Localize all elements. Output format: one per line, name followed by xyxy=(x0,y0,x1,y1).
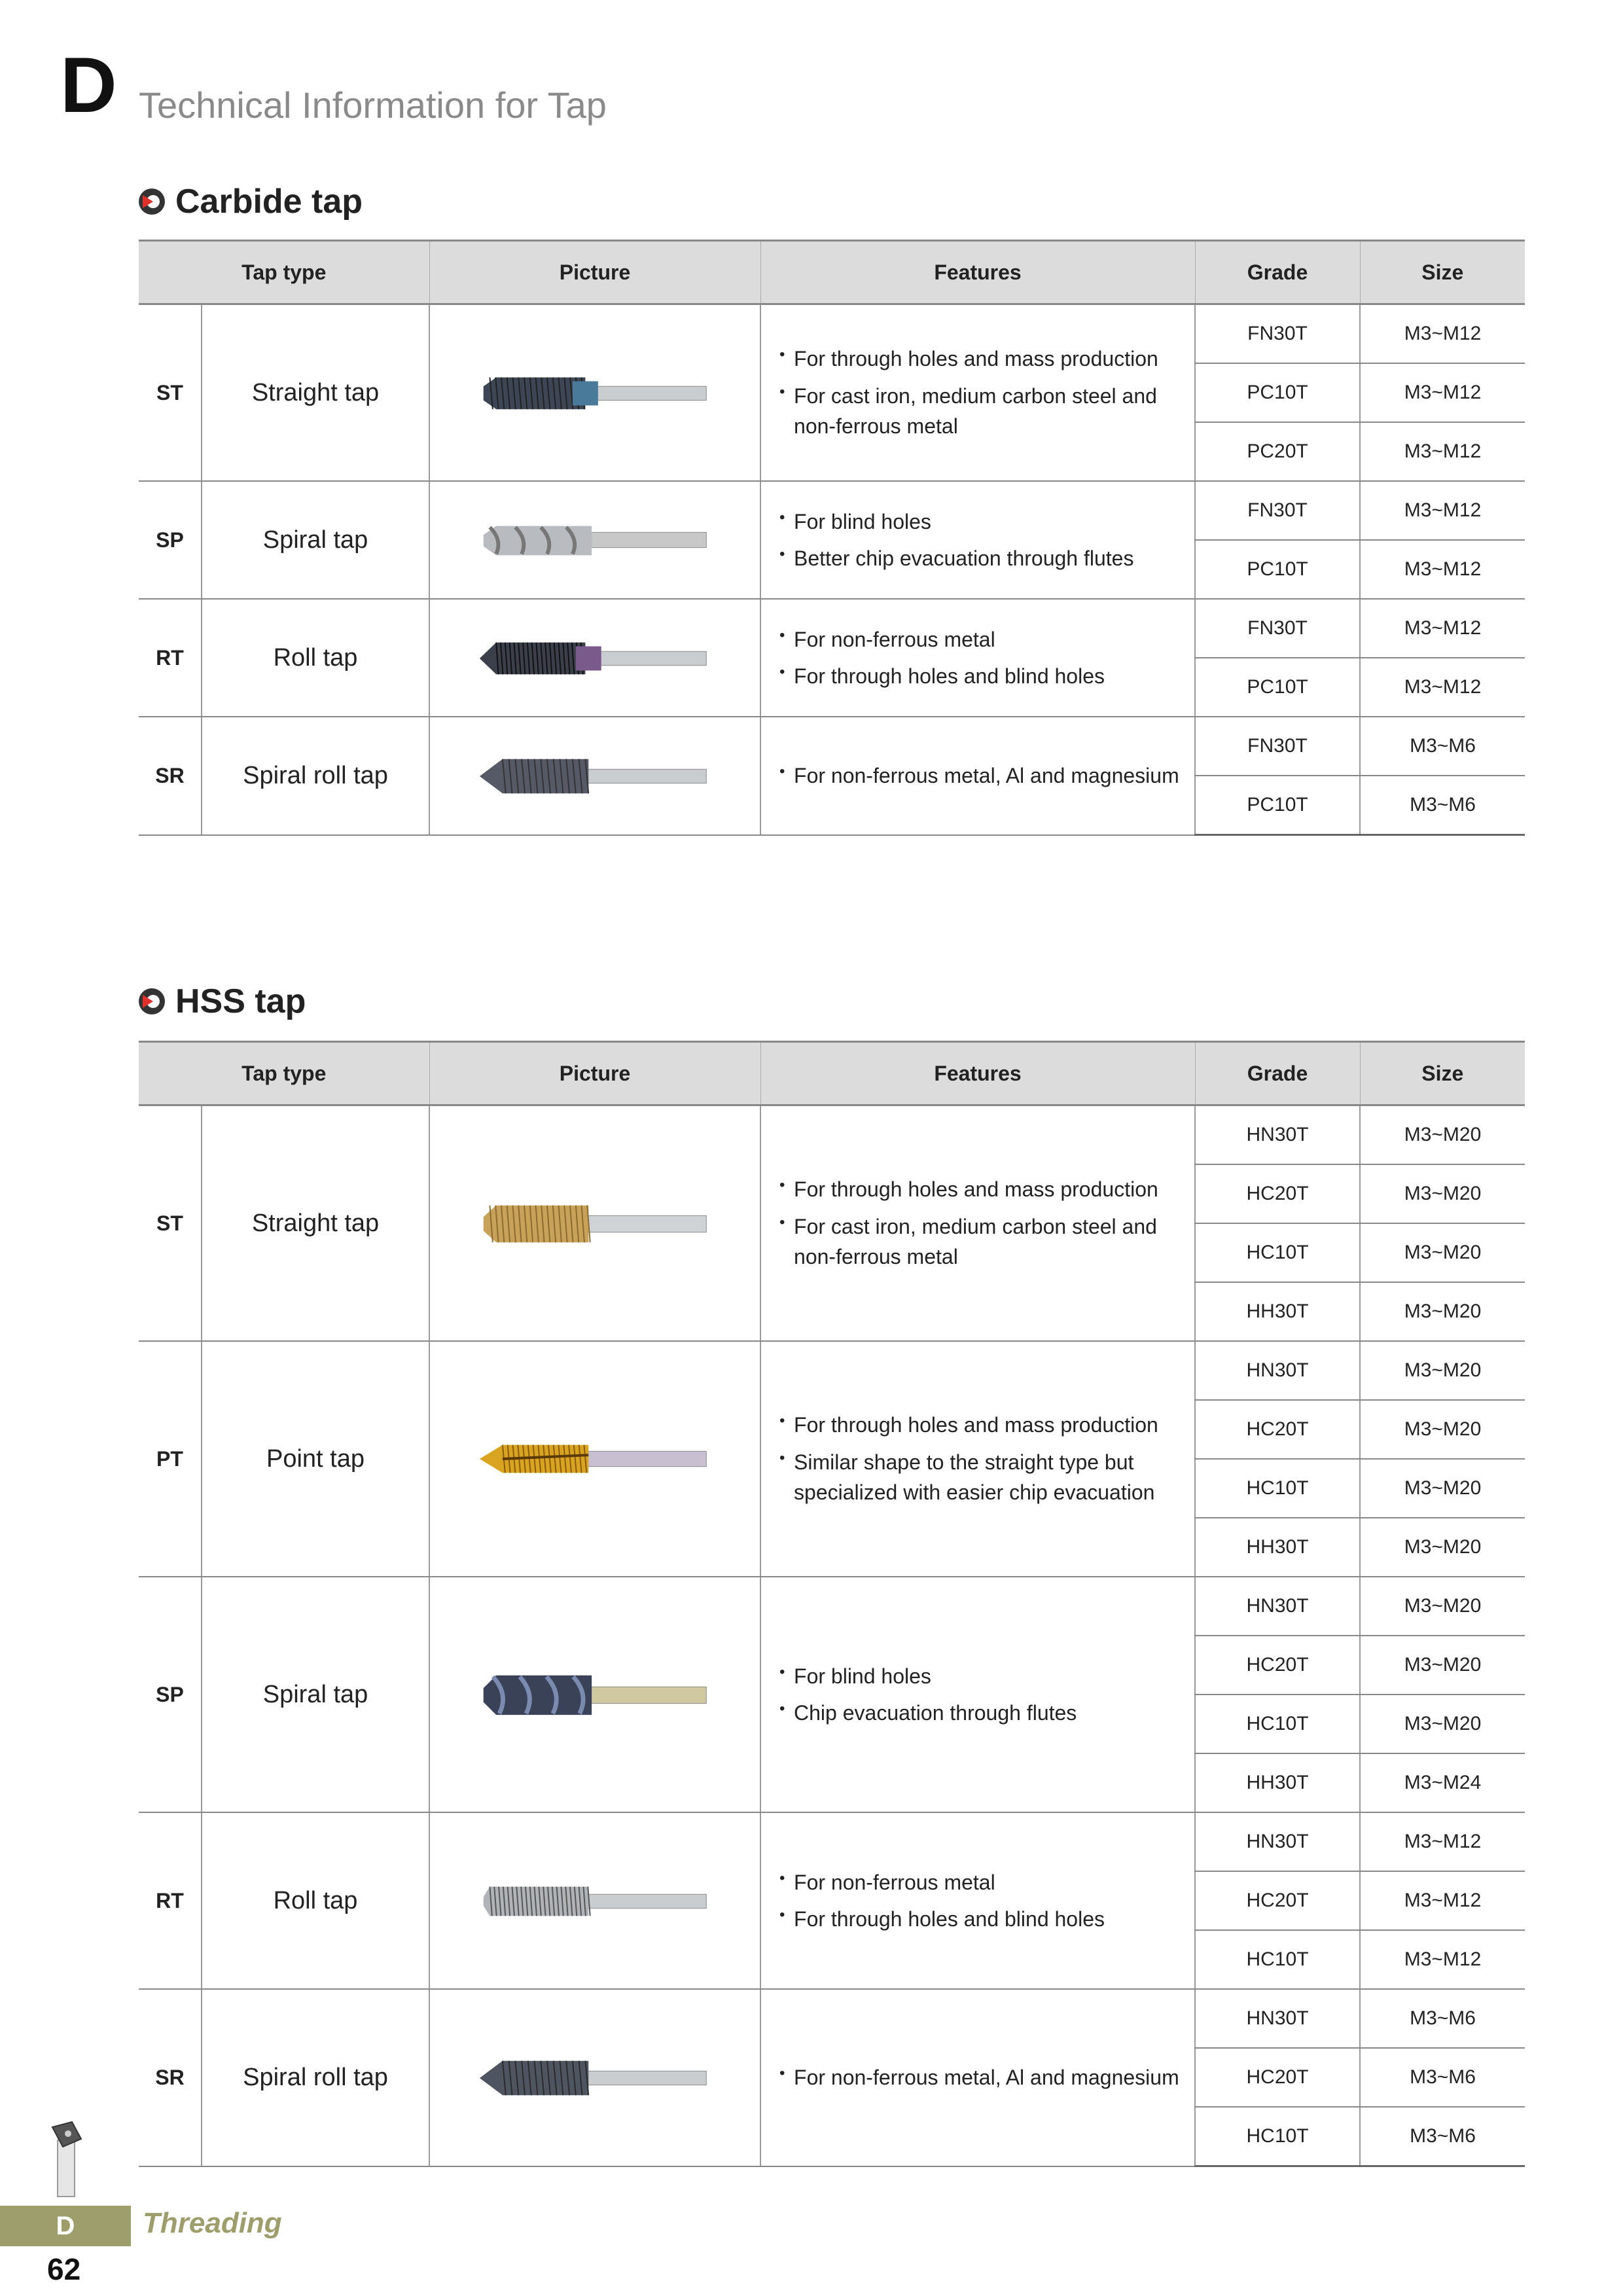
tap-picture xyxy=(429,1341,760,1577)
carbide-section-title: Carbide tap xyxy=(139,182,363,221)
col-header-picture: Picture xyxy=(429,1042,760,1105)
table-header-row xyxy=(139,1042,1525,1105)
feature-item: • For through holes and mass production xyxy=(779,1174,1194,1204)
tap-type-code: ST xyxy=(139,1105,202,1342)
grade-value: HN30T xyxy=(1195,1989,1360,2048)
size-value: M3~M20 xyxy=(1360,1518,1525,1577)
grade-value: PC20T xyxy=(1195,422,1360,481)
tap-type-name: Point tap xyxy=(202,1341,429,1577)
size-value: M3~M12 xyxy=(1360,540,1525,599)
tap-picture xyxy=(429,717,760,835)
feature-item: • For through holes and mass production xyxy=(779,344,1194,374)
tap-type-code: SP xyxy=(139,481,202,599)
tap-type-code: RT xyxy=(139,599,202,717)
grade-value: HC20T xyxy=(1195,1400,1360,1459)
features-cell xyxy=(760,1812,1195,1989)
size-value: M3~M20 xyxy=(1360,1636,1525,1695)
col-header-tap-type: Tap type xyxy=(139,1042,429,1105)
size-value: M3~M24 xyxy=(1360,1753,1525,1812)
size-value: M3~M20 xyxy=(1360,1459,1525,1518)
grade-value: HC20T xyxy=(1195,1871,1360,1930)
table-row xyxy=(139,304,1525,364)
spiral-roll-tap-hss-icon xyxy=(477,2045,713,2110)
table-row xyxy=(139,1989,1525,2048)
features-cell xyxy=(760,1341,1195,1577)
table-row xyxy=(139,1105,1525,1165)
features-cell xyxy=(760,481,1195,599)
grade-value: PC10T xyxy=(1195,540,1360,599)
hss-section-title: HSS tap xyxy=(139,982,306,1021)
size-value: M3~M12 xyxy=(1360,1871,1525,1930)
tap-type-name: Straight tap xyxy=(202,304,429,482)
size-value: M3~M20 xyxy=(1360,1341,1525,1400)
size-value: M3~M20 xyxy=(1360,1223,1525,1282)
tap-type-name: Straight tap xyxy=(202,1105,429,1342)
tap-type-name: Spiral roll tap xyxy=(202,1989,429,2166)
tap-picture xyxy=(429,481,760,599)
arrow-circle-icon xyxy=(139,988,165,1014)
col-header-grade: Grade xyxy=(1195,241,1360,304)
grade-value: HH30T xyxy=(1195,1282,1360,1341)
chapter-tab: D xyxy=(0,2206,131,2246)
tap-picture xyxy=(429,1989,760,2166)
features-cell xyxy=(760,717,1195,835)
arrow-circle-icon xyxy=(139,188,165,215)
feature-item: • For cast iron, medium carbon steel and non-ferrous metal xyxy=(779,381,1194,442)
table-row xyxy=(139,1812,1525,1871)
grade-value: HC10T xyxy=(1195,1695,1360,1753)
tap-picture xyxy=(429,1105,760,1342)
grade-value: HN30T xyxy=(1195,1577,1360,1636)
page-number: 62 xyxy=(47,2252,81,2286)
tap-type-name: Roll tap xyxy=(202,599,429,717)
tap-picture xyxy=(429,1812,760,1989)
grade-value: HC10T xyxy=(1195,2107,1360,2166)
feature-item: • Chip evacuation through flutes xyxy=(779,1698,1194,1728)
feature-item: • For non-ferrous metal, Al and magnesium xyxy=(779,761,1194,791)
size-value: M3~M20 xyxy=(1360,1282,1525,1341)
grade-value: FN30T xyxy=(1195,717,1360,776)
feature-item: • Similar shape to the straight type but specialized with easier chip evacuation xyxy=(779,1447,1194,1508)
col-header-size: Size xyxy=(1360,241,1525,304)
feature-item: • Better chip evacuation through flutes xyxy=(779,543,1194,573)
tap-type-code: SR xyxy=(139,717,202,835)
table-row xyxy=(139,481,1525,540)
grade-value: HN30T xyxy=(1195,1812,1360,1871)
table-row xyxy=(139,599,1525,658)
size-value: M3~M6 xyxy=(1360,1989,1525,2048)
grade-value: FN30T xyxy=(1195,304,1360,364)
col-header-features: Features xyxy=(760,241,1195,304)
grade-value: PC10T xyxy=(1195,363,1360,422)
features-cell xyxy=(760,599,1195,717)
roll-tap-hss-icon xyxy=(477,1868,713,1933)
tap-picture xyxy=(429,1577,760,1812)
grade-value: HC20T xyxy=(1195,2048,1360,2107)
size-value: M3~M6 xyxy=(1360,776,1525,835)
grade-value: HC10T xyxy=(1195,1223,1360,1282)
spiral-tap-hss-icon xyxy=(477,1662,713,1727)
chapter-letter: D xyxy=(60,41,117,129)
roll-tap-carbide-icon xyxy=(477,625,713,691)
features-cell xyxy=(760,1577,1195,1812)
size-value: M3~M6 xyxy=(1360,2048,1525,2107)
spiral-tap-carbide-icon xyxy=(477,507,713,573)
col-header-grade: Grade xyxy=(1195,1042,1360,1105)
grade-value: HC10T xyxy=(1195,1459,1360,1518)
size-value: M3~M12 xyxy=(1360,481,1525,540)
grade-value: HH30T xyxy=(1195,1518,1360,1577)
col-header-features: Features xyxy=(760,1042,1195,1105)
feature-item: • For blind holes xyxy=(779,507,1194,537)
size-value: M3~M6 xyxy=(1360,2107,1525,2166)
tap-picture xyxy=(429,599,760,717)
tap-picture xyxy=(429,304,760,482)
feature-item: • For through holes and mass production xyxy=(779,1410,1194,1440)
feature-item: • For non-ferrous metal xyxy=(779,624,1194,655)
size-value: M3~M6 xyxy=(1360,717,1525,776)
point-tap-hss-icon xyxy=(477,1426,713,1492)
chapter-name: Threading xyxy=(143,2207,282,2239)
size-value: M3~M12 xyxy=(1360,1812,1525,1871)
tap-type-code: PT xyxy=(139,1341,202,1577)
grade-value: PC10T xyxy=(1195,776,1360,835)
table-header-row xyxy=(139,241,1525,304)
grade-value: HC20T xyxy=(1195,1636,1360,1695)
size-value: M3~M12 xyxy=(1360,1930,1525,1989)
grade-value: PC10T xyxy=(1195,658,1360,717)
col-header-size: Size xyxy=(1360,1042,1525,1105)
size-value: M3~M20 xyxy=(1360,1164,1525,1223)
tap-type-name: Spiral roll tap xyxy=(202,717,429,835)
tap-type-code: SP xyxy=(139,1577,202,1812)
grade-value: HN30T xyxy=(1195,1341,1360,1400)
size-value: M3~M12 xyxy=(1360,422,1525,481)
size-value: M3~M12 xyxy=(1360,363,1525,422)
grade-value: HH30T xyxy=(1195,1753,1360,1812)
tap-type-name: Spiral tap xyxy=(202,1577,429,1812)
straight-tap-hss-icon xyxy=(477,1191,713,1256)
carbide-tap-table xyxy=(139,240,1525,836)
size-value: M3~M12 xyxy=(1360,304,1525,364)
size-value: M3~M12 xyxy=(1360,658,1525,717)
tap-type-code: ST xyxy=(139,304,202,482)
tap-type-code: RT xyxy=(139,1812,202,1989)
spiral-roll-tap-carbide-icon xyxy=(477,743,713,808)
size-value: M3~M20 xyxy=(1360,1105,1525,1165)
feature-item: • For blind holes xyxy=(779,1661,1194,1691)
tap-type-code: SR xyxy=(139,1989,202,2166)
table-row xyxy=(139,1341,1525,1400)
feature-item: • For non-ferrous metal, Al and magnesium xyxy=(779,2062,1194,2092)
features-cell xyxy=(760,1105,1195,1342)
grade-value: FN30T xyxy=(1195,599,1360,658)
tap-type-name: Roll tap xyxy=(202,1812,429,1989)
table-row xyxy=(139,1577,1525,1636)
threading-tool-icon xyxy=(46,2121,92,2199)
tap-type-name: Spiral tap xyxy=(202,481,429,599)
col-header-tap-type: Tap type xyxy=(139,241,429,304)
feature-item: • For through holes and blind holes xyxy=(779,1904,1194,1934)
feature-item: • For cast iron, medium carbon steel and non-ferrous metal xyxy=(779,1211,1194,1272)
hss-tap-table xyxy=(139,1041,1525,2167)
features-cell xyxy=(760,304,1195,482)
table-row xyxy=(139,717,1525,776)
feature-item: • For through holes and blind holes xyxy=(779,661,1194,691)
size-value: M3~M12 xyxy=(1360,599,1525,658)
size-value: M3~M20 xyxy=(1360,1695,1525,1753)
col-header-picture: Picture xyxy=(429,241,760,304)
feature-item: • For non-ferrous metal xyxy=(779,1867,1194,1897)
grade-value: HN30T xyxy=(1195,1105,1360,1165)
size-value: M3~M20 xyxy=(1360,1400,1525,1459)
page-title: Technical Information for Tap xyxy=(139,84,607,126)
grade-value: HC10T xyxy=(1195,1930,1360,1989)
features-cell xyxy=(760,1989,1195,2166)
size-value: M3~M20 xyxy=(1360,1577,1525,1636)
grade-value: HC20T xyxy=(1195,1164,1360,1223)
grade-value: FN30T xyxy=(1195,481,1360,540)
straight-tap-carbide-icon xyxy=(477,360,713,425)
